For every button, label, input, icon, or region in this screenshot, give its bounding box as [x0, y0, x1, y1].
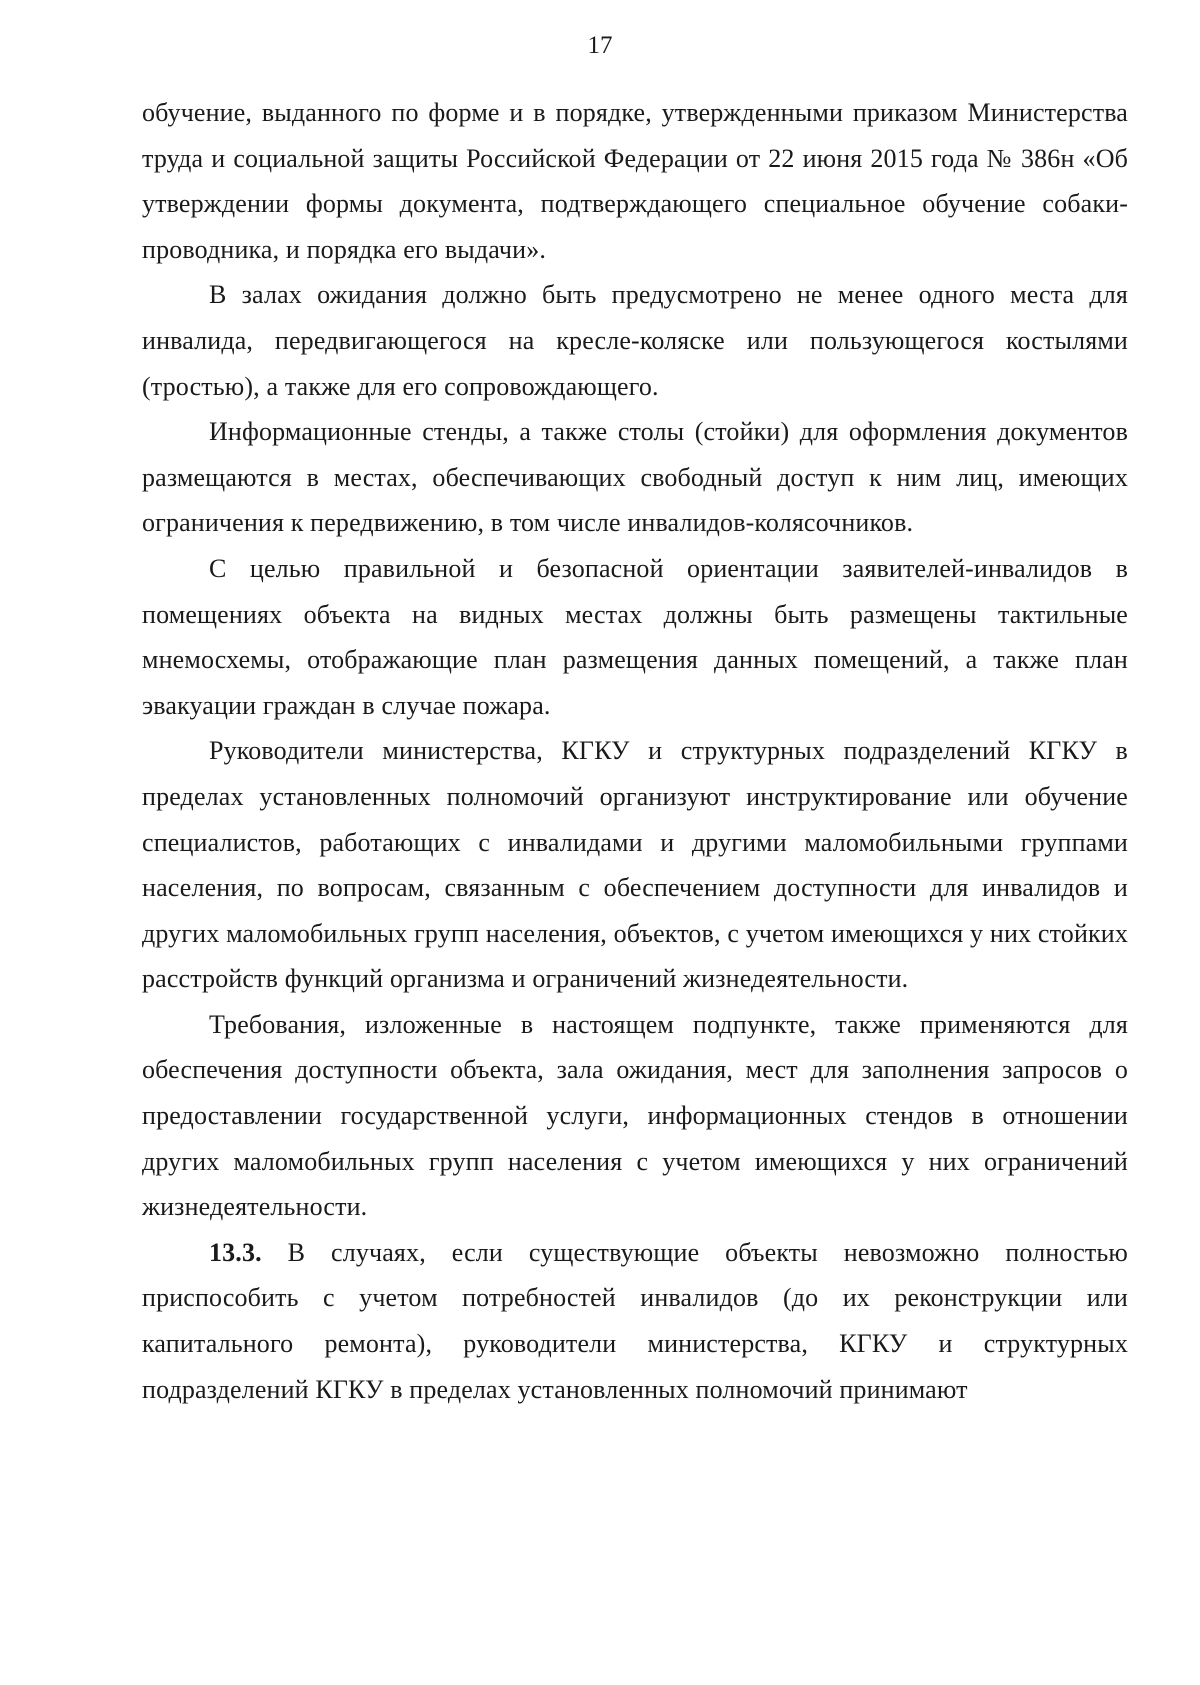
paragraph-text: обучение, выданного по форме и в порядке, утвержденными приказом Министерства труда и социальной защиты Российской Федерации от 22 июня 2015 года № 386н «Об утверждении формы документа, подтверждающего специальное обучение собаки-проводника, и порядка его выдачи». — [142, 98, 1128, 264]
paragraph-text: В случаях, если существующие объекты невозможно полностью приспособить с учетом потребностей инвалидов (до их реконструкции или капитального ремонта), руководители министерства, КГКУ и структурных подразделений КГКУ в пределах установленных полномочий принимают — [142, 1237, 1128, 1404]
paragraph — [142, 90, 1128, 272]
paragraph-text: В залах ожидания должно быть предусмотрено не менее одного места для инвалида, передвигающегося на кресле-коляске или пользующегося костылями (тростью), а также для его сопровождающего. — [142, 280, 1128, 401]
section-number: 13.3. — [209, 1237, 262, 1267]
paragraph-text: Требования, изложенные в настоящем подпункте, также применяются для обеспечения доступности объекта, зала ожидания, мест для заполнения запросов о предоставлении государственной услуги, информационных стендов в отношении других маломобильных групп населения с учетом имеющихся у них ограничений жизнедеятельности. — [142, 1009, 1128, 1222]
paragraph-text: С целью правильной и безопасной ориентации заявителей-инвалидов в помещениях объекта на видных местах должны быть размещены тактильные мнемосхемы, отображающие план размещения данных помещений, а также план эвакуации граждан в случае пожара. — [142, 553, 1128, 720]
paragraph — [142, 546, 1128, 728]
document-body — [142, 90, 1128, 1412]
paragraph — [142, 1002, 1128, 1230]
paragraph — [142, 409, 1128, 546]
paragraph-text: Руководители министерства, КГКУ и структурных подразделений КГКУ в пределах установленных полномочий организуют инструктирование или обучение специалистов, работающих с инвалидами и другими маломобильными группами населения, по вопросам, связанным с обеспечением доступности для инвалидов и других маломобильных групп населения, объектов, с учетом имеющихся у них стойких расстройств функций организма и ограничений жизнедеятельности. — [142, 736, 1128, 994]
paragraph-text: Информационные стенды, а также столы (стойки) для оформления документов размещаются в местах, обеспечивающих свободный доступ к ним лиц, имеющих ограничения к передвижению, в том числе инвалидов-колясочников. — [142, 417, 1128, 538]
paragraph — [142, 1230, 1128, 1412]
paragraph — [142, 272, 1128, 409]
paragraph — [142, 728, 1128, 1002]
page-number: 17 — [587, 32, 613, 59]
